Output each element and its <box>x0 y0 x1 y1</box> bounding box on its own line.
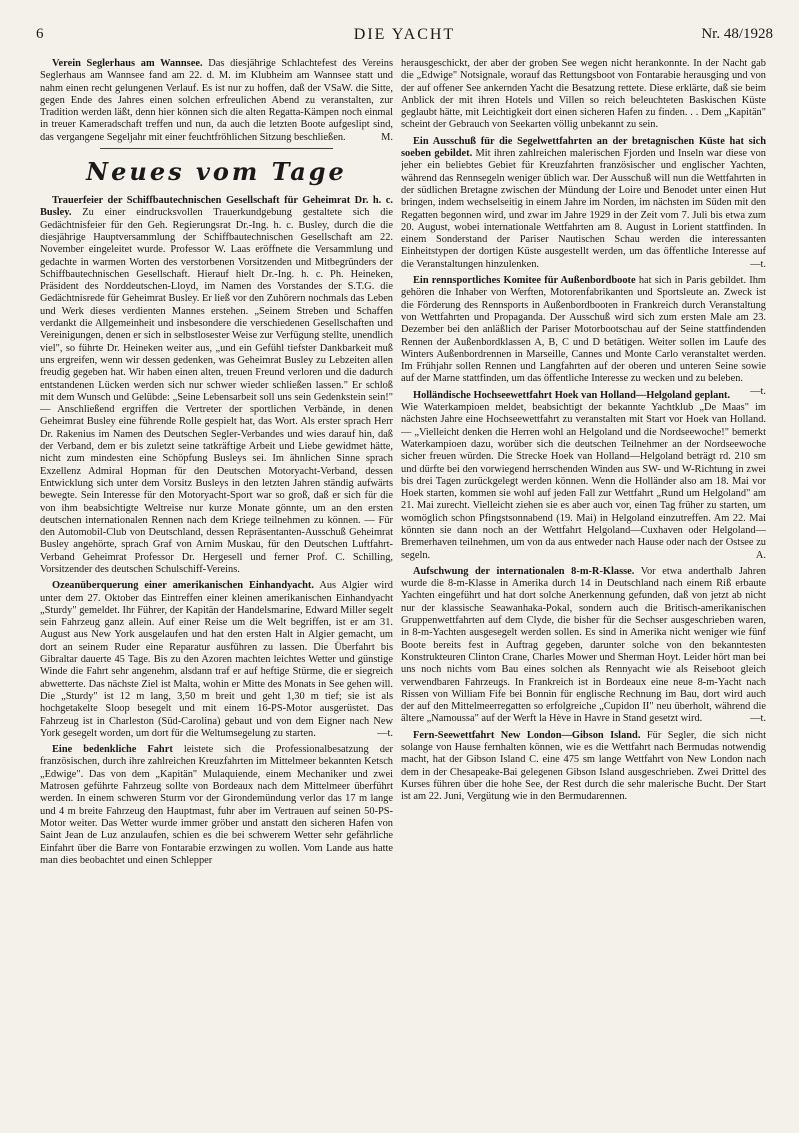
page-header <box>36 26 773 48</box>
article <box>40 58 393 144</box>
article <box>40 744 393 867</box>
article-text: herausgeschickt, der aber der groben See wegen nicht herankonnte. In der Nacht gab die „Edwige" Notsignale, worauf das Rettungsboot von Fontarabie herausging und von der auf offener See ankernden Yacht die Besatzung rettete. Diese erklärte, daß sie beim Anblick der mit ihren Hotels und Villen so reich beleuchteten Baskischen Küste geglaubt hätte, mit Leichtigkeit dort einen sicheren Hafen zu finden. . . Dem „Kapitän" scheint der Gebrauch von Seekarten völlig unbekannt zu sein. <box>401 58 766 131</box>
left-column <box>40 58 393 1108</box>
article <box>401 136 766 271</box>
article-signature: —t. <box>377 727 393 739</box>
article-lead: Ein Ausschuß für die Segelwettfahrten an der bretagnischen Küste hat sich soeben gebildet. <box>401 135 766 160</box>
divider <box>100 148 333 149</box>
article-signature: —t. <box>750 385 766 397</box>
article-text: Zu einer eindrucksvollen Trauerkundgebung gestaltete sich die Gedächtnisfeier für den Geh. Regierungsrat Dr.-Ing. h. c. Busley, durch die die diesjährige Hauptversammlung der Schiffbautechnischen Gesellschaft am 22. November eingeleitet wurde. Professor W. Laas eröffnete die Versammlung und gedachte in warmen Worten des verstorbenen Vorsitzenden und Mitbegründers der Schiffbautechnischen Gesellschaft. Hierauf hielt Dr.-Ing. h. c. Ph. Heineken, Präsident des Norddeutschen-Lloyd, im Namen des Vorstandes der S.T.G. die Gedächtnisrede für Geheimrat Busley. Er ließ vor den Zuhörern nochmals das Leben und Werk dieses verdienten Mannes erstehen. „Seinem Streben und Schaffen verdankt die Allgemeinheit und insbesondere die verschiedenen Gesellschaften und Vereinigungen, denen er sich in selbstlosester Weise zur Verfügung stellte, unendlich viel", so führte Dr. Heineken weiter aus, „und ein Gefühl tiefster Dankbarkeit muß uns ergreifen, wenn wir dessen gedenken, was Geheimrat Busley zu Lebzeiten allen freudig gegeben hat. Wir haben einen alten, treuen Freund verloren und die dadurch entstandenen Lücken werden sich nur schwer wieder schließen lassen." Er schloß mit dem Wunsch und Gelübde: „Seine Lebensarbeit soll uns sein Gedenkstein sein!" — Anschließend ergriffen die Vertreter der sportlichen Verbände, in denen Geheimrat Busley eine führende Rolle gespielt hat, das Wort. Als erster sprach Herr Dr. Rakenius im Namen des Deutschen Segler-Verbandes und wies darauf hin, daß der Verband, dem er bis zuletzt seine tatkräftige Arbeit und Liebe gewidmet hätte, nicht zum mindesten eine Schöpfung Busleys sei. Im ähnlichen Sinne sprach Exzellenz Admiral Hopman für den Deutschen Motoryacht-Verband, dessen Entwicklung sich unter dem Vorsitz Busleys in den letzten Jahren ständig aufwärts bewegte. Sein Interesse für den Motoryacht-Sport war so groß, daß er sich für die von ihm beabsichtigte Weltreise nur kurze Monate gönnte, um an den ersten deutschen internationalen Rennen nach dem Kriege teilnehmen zu können. — Für den Automobil-Club von Deutschland, dessen Repräsentanten-Ausschuß Geheimrat Busley angehörte, sprach Graf von Arnim Muskau, für den Deutschen Luftfahrt-Verband Geheimrat Professor Dr. Hergesell und ferner Prof. C. Schilling, Vorsitzender des deutschen Schulschiff-Vereins. <box>40 207 393 575</box>
article-text: hat sich in Paris gebildet. Ihm gehören die Inhaber von Werften, Motorenfabrikanten und Sportsleute an. Zweck ist die Förderung des Rennsports in Außenbordbooten in Frankreich durch Veranstaltung von Wettfahrten und Propaganda. Der Ausschuß wird sich zum ersten Male am 23. Dezember bei den anläßlich der Pariser Motorbootschau auf der Seine stattfindenden Rennen der Außenbordklassen A, B, C und D betätigen. Weiter sollen im Laufe des Winters Außenbordrennen in Marseille, Cannes und Monte Carlo veranstaltet werden. Im Frühjahr sollen Rennen und Langfahrten auf der oberen und unteren Seine sowie auf der Marne stattfinden, um das öffentliche Interesse zu wecken und zu beleben. <box>401 275 766 385</box>
magazine-title: DIE YACHT <box>353 26 456 43</box>
issue-number: Nr. 48/1928 <box>701 26 773 42</box>
article-lead: Aufschwung der internationalen 8-m-R-Klasse. <box>413 565 635 577</box>
right-column <box>401 58 766 1108</box>
article-text: Vor etwa anderthalb Jahren wurde die 8-m-Klasse in Amerika durch 14 in Deutschland nach einem Riß erbaute Yachten eingeführt und hat dort solche Anerkennung gefunden, daß von jetzt ab nicht nur der klassische Seawanhaka-Pokal, sondern auch die Britisch-amerikanischen Gruppenwettfahrten auf dem Clyde, die bisher für die Sechser ausgeschrieben waren, in 8-m-Yachten ausgesegelt werden sollen. Es sind in Amerika nicht weniger wie fünf Boote bereits fest in Auftrag gegeben, darunter solche von den bekanntesten Konstrukteuren Clinton Crane, Charles Mower und Sherman Hoyt. Leider hört man bei uns noch nichts vom Bau eines solchen als Rennyacht wie als Reiseboot gleich verwendbaren Fahrzeugs. In Frankreich ist in Bordeaux eine neue 8-m-Yacht nach Rissen von William Fife bei Bonnin für englische Rechnung im Bau, dort wird auch der auf den Mittelmeerregatten so erfolgreiche „Cupidon II" neu überholt, während die ältere „Namoussa" auf der Werft la Hève in Havre in Stand gesetzt wird. <box>401 565 766 725</box>
article-lead: Fern-Seewettfahrt New London—Gibson Island. <box>413 729 641 741</box>
article-lead: Trauerfeier der Schiffbautechnischen Gesellschaft für Geheimrat Dr. h. c. Busley. <box>40 195 393 219</box>
page-number: 6 <box>36 26 44 42</box>
article <box>40 195 393 576</box>
article-text: Das diesjährige Schlachtefest des Vereins Seglerhaus am Wannsee fand am 22. d. M. im Klubheim am Wannsee statt und nahm einen recht gelungenen Verlauf. Es ist nur zu hoffen, daß der VSaW. die Sitte, gegen Ende des Jahres einen solchen erfreulichen Abend zu veranstalten, zur Tradition werden läßt, denn hier können sich die alten Regatta-Kämpen noch einmal in treuer Kameradschaft treffen und nun, da auch die letzten Boote aufgeslipt sind, das vergangene Segeljahr mit einer feuchtfröhlichen Sitzung beschließen. <box>40 58 393 143</box>
article-signature: —t. <box>750 258 766 270</box>
article-text: Wie Waterkampioen meldet, beabsichtigt der bekannte Yachtklub „De Maas" im nächsten Jahre eine Hochseewettfahrt zu veranstalten mit Start vor Hoek van Holland. — „Vielleicht denken die Herren wohl an Helgoland und die Nordseewoche!" bemerkt Waterkampioen dazu, worüber sich die deutschen Teilnehmer an der Nordseewoche sicher freuen würden. Die Strecke Hoek van Holland—Helgoland beträgt rd. 210 sm und dürfte bei den vorwiegend herrschenden Winden aus SW- und W-Richtung in zwei bis drei Tagen zurückgelegt werden können. Wenn die Holländer also am 18. Mai vor Hoek starten, kommen sie wohl auf jeden Fall zur Wettfahrt „Rund um Helgoland" am 21. Mai zurecht. Vielleicht ziehen sie es aber auch vor, einen Tag früher zu starten, um womöglich schon Pfingstsonnabend (19. Mai) in Helgoland einzutreffen. Am 22. Mai könnten sie dann noch an der Wettfahrt Helgoland—Cuxhaven oder Helgoland—Bremerhaven teilnehmen, um von da aus entweder nach Hause oder nach der Ostsee zu segeln. <box>401 402 766 561</box>
article <box>40 580 393 740</box>
article-lead: Eine bedenkliche Fahrt <box>52 744 173 756</box>
article-text: leistete sich die Professionalbesatzung der französischen, durch ihre zahlreichen Kreuzfahrten im Mittelmeer bekannten Ketsch „Edwige". Das von dem „Kapitän" Mulaquiende, einem Mechaniker und zwei Matrosen geführte Fahrzeug sollte von Bordeaux nach dem Mittelmeer überführt werden. In einem schweren Sturm vor der Girondemündung verlor das 17 m lange und 4 m breite Fahrzeug den Hauptmast, fuhr aber im Vertrauen auf seinen 50-PS-Motor weiter. Das Wetter wurde immer gröber und anstatt den sicheren Hafen von Saint Jean de Luz anzulaufen, schien es die bei schwerem Wetter sehr gefährliche Einfahrt über die Barre von Fontarabie erzwingen zu wollen. Vom Lande aus hatte man dies beobachtet und einen Schlepper <box>40 744 393 866</box>
article <box>401 390 766 562</box>
article-text: Mit ihren zahlreichen malerischen Fjorden und Inseln war diese von jeher ein beliebtes Gebiet für Kreuzfahrten französischer und englischer Yachten, während das Rennsegeln weniger üblich war. Der Ausschuß will nun die Wettfahrten in der südlichen Bretagne zwischen der Mündung der Loire und Benodet unter einen Hut bringen, indem wechselseitig in einem Jahre im Norden, im nächsten im Süden mit den Regatten begonnen wird, und zwar im Jahre 1929 in der Zeit vom 7. Juli bis etwa zum 20. August, wobei internationale Wettfahrten am 8. August in Lorient stattfinden. In einem Sonderstand der Pariser Nautischen Schau werden die interessanten Einheitstypen der dortigen Küste ausgestellt werden, um das öffentliche Interesse auf die Veranstaltungen hinzulenken. <box>401 148 766 270</box>
article-continuation <box>401 58 766 132</box>
article <box>401 730 766 804</box>
article <box>401 566 766 726</box>
article-signature: A. <box>755 549 766 561</box>
article-lead: Holländische Hochseewettfahrt Hoek van Holland—Helgoland geplant. <box>413 389 731 401</box>
article-signature: M. <box>381 131 393 143</box>
article-lead: Verein Seglerhaus am Wannsee. <box>52 58 203 69</box>
article-lead: Ozeanüberquerung einer amerikanischen Einhandyacht. <box>52 580 314 592</box>
article-signature: —t. <box>750 713 766 725</box>
article-text: Aus Algier wird unter dem 27. Oktober das Eintreffen einer kleinen amerikanischen Einhandyacht „Sturdy" gemeldet. Ihr Führer, der Kapitän der Handelsmarine, Edward Miller segelt sein Fahrzeug ganz allein. Auf einer Reise um die Welt begriffen, ist er am 31. August aus New York ausgelaufen und hat den ersten Halt in Algier gemacht, um dort an seinem Ruder eine Reparatur ausführen zu lassen. Die Überfahrt bis Gibraltar dauerte 45 Tage. Bis zu den Azoren machten leichtes Wetter und günstige Winde die Fahrt sehr angenehm, alsdann traf er auf heftige Stürme, die er siegreich abwetterte. Das nächste Ziel ist Malta, wohin er Mitte des Monats in See gehen will. Die „Sturdy" ist 12 m lang, 3,50 m breit und geht 1,30 m tief; sie ist als hochgetakelte Sloop besegelt und mit einem 16-PS-Motor ausgerüstet. Das Fahrzeug ist in Charleston (Süd-Carolina) gebaut und von dem Eigner nach New York gesegelt worden, um dort für die Weltumsegelung zu starten. <box>40 580 393 739</box>
article-text: Für Segler, die sich nicht solange von Hause fernhalten können, wie es die Wettfahrt nach Bermudas notwendig macht, hat der Gibson Island C. eine 475 sm lange Wettfahrt von New London nach dem in der Chesapeake-Bai gelegenen Gibson Island ausgeschrieben. Zwei Drittel des Kurses führen über die hohe See, der Rest durch die sehr malerische Bucht. Der Start ist am 22. Juni, Vergütung wie in den Bermudarennen. <box>401 729 766 803</box>
section-title: Neues vom Tage <box>86 157 347 187</box>
article-lead: Ein rennsportliches Komitee für Außenbordboote <box>413 275 636 287</box>
